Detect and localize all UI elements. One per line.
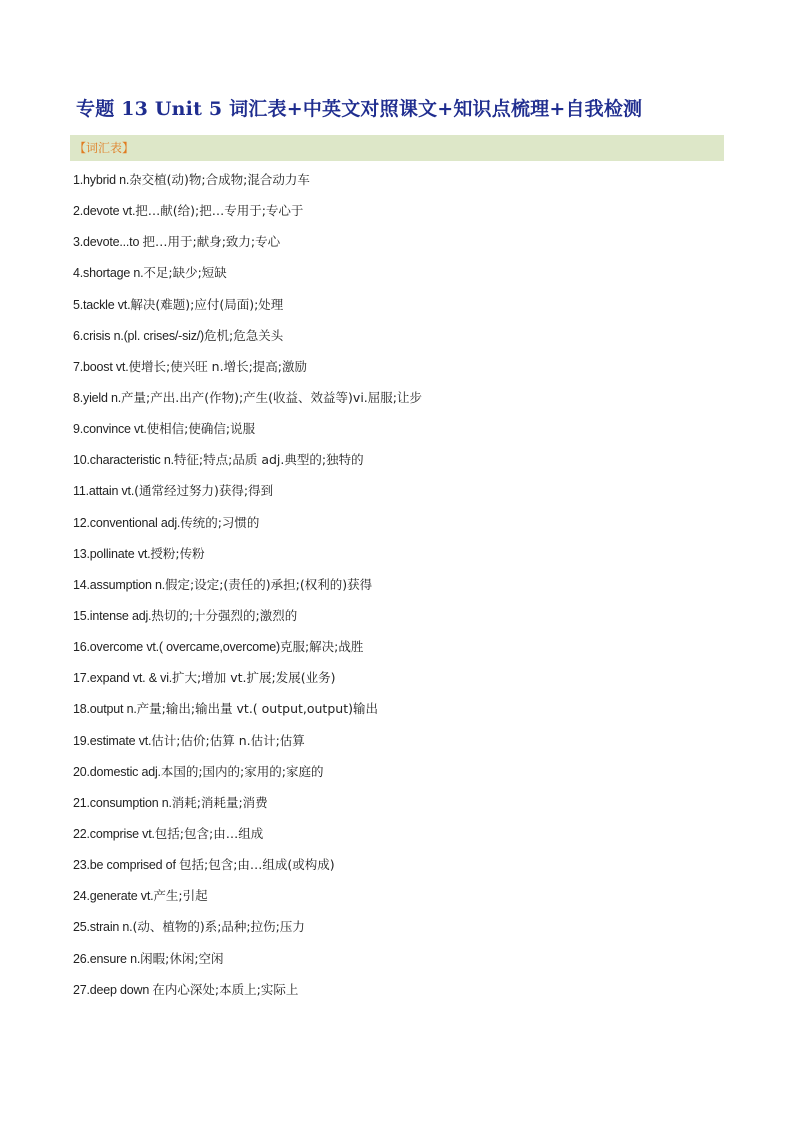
vocabulary-definition: 使相信;使确信;说服: [146, 421, 256, 437]
vocabulary-definition: 产量;输出;输出量 vt.( output,output)输出: [136, 701, 378, 717]
vocabulary-definition: 把…用于;献身;致力;专心: [142, 234, 281, 250]
vocabulary-term: 19.estimate vt.: [73, 733, 152, 748]
vocabulary-definition: 克服;解决;战胜: [279, 639, 364, 655]
vocabulary-definition: 使增长;使兴旺 n.增长;提高;激励: [128, 358, 307, 374]
vocabulary-item: [73, 481, 422, 512]
vocabulary-definition: 假定;设定;(责任的)承担;(权利的)获得: [165, 576, 373, 592]
vocabulary-item: [73, 326, 422, 357]
vocabulary-definition: 闲暇;休闲;空闲: [140, 950, 224, 966]
vocabulary-term: 3.devote...to: [73, 235, 143, 250]
vocabulary-item: [73, 668, 422, 699]
vocabulary-definition: 本国的;国内的;家用的;家庭的: [160, 763, 324, 779]
vocabulary-definition: 热切的;十分强烈的;激烈的: [151, 607, 298, 623]
vocabulary-term: 24.generate vt.: [73, 889, 154, 904]
vocabulary-term: 23.be comprised of: [73, 858, 179, 873]
vocabulary-term: 10.characteristic n.: [73, 453, 174, 468]
vocabulary-term: 26.ensure n.: [73, 951, 141, 966]
vocabulary-definition: 授粉;传粉: [150, 545, 205, 561]
vocabulary-term: 6.crisis n.(pl. crises/-siz/): [73, 328, 205, 343]
vocabulary-term: 8.yield n.: [73, 390, 122, 405]
vocabulary-term: 22.comprise vt.: [73, 826, 155, 841]
vocabulary-definition: 特征;特点;品质 adj.典型的;独特的: [173, 452, 364, 468]
vocabulary-item: [73, 917, 422, 948]
vocabulary-term: 2.devote vt.: [73, 204, 136, 219]
vocabulary-definition: (通常经过努力)获得;得到: [134, 483, 274, 499]
vocabulary-term: 16.overcome vt.( overcame,overcome): [73, 640, 280, 655]
vocabulary-term: 5.tackle vt.: [73, 297, 131, 312]
vocabulary-item: [73, 295, 422, 326]
vocabulary-item: [73, 450, 422, 481]
vocabulary-item: [73, 949, 422, 980]
vocabulary-definition: 包括;包含;由…组成: [154, 825, 264, 841]
vocabulary-term: 1.hybrid n.: [73, 173, 130, 187]
vocabulary-term: 9.convince vt.: [73, 422, 147, 437]
vocabulary-definition: 传统的;习惯的: [180, 514, 260, 530]
vocabulary-definition: 消耗;消耗量;消费: [171, 794, 268, 810]
vocabulary-term: 7.boost vt.: [73, 359, 129, 374]
vocabulary-definition: 杂交植(动)物;合成物;混合动力车: [129, 172, 310, 187]
vocabulary-item: [73, 575, 422, 606]
vocabulary-definition: 产生;引起: [153, 888, 208, 904]
vocabulary-definition: 危机;危急关头: [204, 327, 284, 343]
vocabulary-item: [73, 544, 422, 575]
vocabulary-item: [73, 793, 422, 824]
vocabulary-definition: 不足;缺少;短缺: [143, 265, 227, 281]
vocabulary-item: [73, 263, 422, 294]
vocabulary-item: [73, 855, 422, 886]
vocabulary-item: [73, 606, 422, 637]
vocabulary-term: 27.deep down: [73, 982, 153, 997]
vocabulary-item: [73, 824, 422, 855]
vocabulary-term: 25.strain n.: [73, 920, 133, 935]
vocabulary-item: [73, 699, 422, 730]
vocabulary-item: [73, 731, 422, 762]
vocabulary-item: [73, 170, 422, 201]
vocabulary-definition: 解决(难题);应付(局面);处理: [130, 296, 284, 312]
vocabulary-term: 15.intense adj.: [73, 608, 152, 623]
vocabulary-item: [73, 419, 422, 450]
vocabulary-term: 17.expand vt. & vi.: [73, 671, 173, 686]
vocabulary-term: 20.domestic adj.: [73, 764, 161, 779]
vocabulary-term: 12.conventional adj.: [73, 515, 181, 530]
vocabulary-item: [73, 762, 422, 793]
vocabulary-item: [73, 201, 422, 232]
vocabulary-term: 13.pollinate vt.: [73, 546, 151, 561]
vocabulary-definition: 产量;产出.出产(作物);产生(收益、效益等)vi.屈服;让步: [121, 389, 422, 405]
vocabulary-term: 18.output n.: [73, 702, 137, 717]
vocabulary-term: 14.assumption n.: [73, 577, 165, 592]
vocabulary-term: 11.attain vt.: [73, 484, 135, 499]
vocabulary-item: [73, 357, 422, 388]
vocabulary-definition: (动、植物的)系;品种;拉伤;压力: [132, 919, 305, 935]
section-header-bar: [70, 135, 724, 161]
vocabulary-definition: 把…献(给);把…专用于;专心于: [135, 203, 304, 219]
vocabulary-definition: 包括;包含;由…组成(或构成): [178, 857, 335, 873]
vocabulary-definition: 估计;估价;估算 n.估计;估算: [151, 732, 305, 748]
vocabulary-list: [73, 170, 422, 1011]
vocabulary-item: [73, 232, 422, 263]
vocabulary-item: [73, 388, 422, 419]
vocabulary-definition: 在内心深处;本质上;实际上: [152, 981, 299, 997]
vocabulary-item: [73, 980, 422, 1011]
section-label: 【词汇表】: [74, 141, 135, 155]
vocabulary-item: [73, 513, 422, 544]
vocabulary-item: [73, 637, 422, 668]
vocabulary-item: [73, 886, 422, 917]
page-title: 专题 13 Unit 5 词汇表+中英文对照课文+知识点梳理+自我检测: [76, 98, 643, 120]
vocabulary-term: 4.shortage n.: [73, 266, 144, 281]
vocabulary-definition: 扩大;增加 vt.扩展;发展(业务): [172, 670, 336, 686]
vocabulary-term: 21.consumption n.: [73, 795, 172, 810]
